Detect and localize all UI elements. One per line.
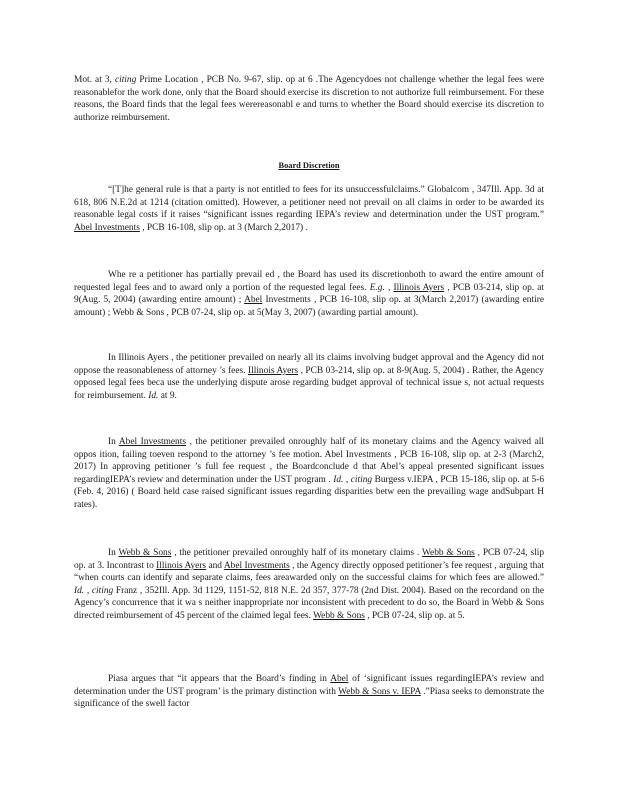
body-text: , the petitioner prevailed onroughly half of its monetary claims and the Agency waived all oppos ition, failing toeven respond to the attorney ’s fee motion. Abel Investments , PCB 16-108, slip op. at 2-3 (March2, 2017) In approving petitioner ’s full fee request , the Boardconclude d that Abel’s appeal presented significant issues regardingIEPA’s review and determination under the UST program . xyxy=(74,437,544,485)
paragraph-5 xyxy=(74,436,544,512)
body-text: , xyxy=(384,282,394,293)
case-citation: Illinois Ayers xyxy=(247,365,299,376)
case-citation: Abel xyxy=(244,295,263,306)
case-citation: Webb & Sons xyxy=(313,610,365,621)
body-text: Investments , PCB 16-108, slip op. at 3(March 2,2017) (awarding entire amount) ; Webb & Sons , PCB 07-24, slip op. at 5(May 3, 2007) (awarding partial amount). xyxy=(74,295,544,318)
case-citation: Webb & Sons v. IEPA xyxy=(338,686,421,697)
paragraph-6 xyxy=(74,547,544,623)
body-text: , PCB 03-214, slip op. at 8-9(Aug. 5, 2004) . Rather, the Agency opposed legal fees beca use the underlying dispute arose regarding budget approval of technical issue s, not actual requests for reimbursement. xyxy=(74,365,544,401)
body-text: Franz , 352Ill. App. 3d 1129, 1151-52, 818 N.E. 2d 357, 377-78 (2nd Dist. 2004). Based on the recordand on the Agency’s concurrence that it wa s neither inappropriate nor inconsistent with precedent to do so, the Board in Webb & Sons directed reimbursement of 45 percent of the claimed legal fees. xyxy=(74,585,545,621)
body-text: Whe re a petitioner has partially prevail ed , the Board has used its discretionboth to award the entire amount of requested legal fees and to award only a portion of the requested legal fees. xyxy=(74,270,544,293)
body-text: Mot. at 3, xyxy=(74,75,115,85)
section-heading xyxy=(0,160,618,172)
body-text: .”Piasa seeks to demonstrate the significance of the swell factor xyxy=(74,686,544,710)
body-text: Burgess v.IEPA , PCB 15-186, slip op. at 5-6 (Feb. 4, 2016) ( Board held case raised significant issues regarding disparities betw een the prevailing wage andSubpart H rates). xyxy=(74,474,545,510)
body-text: In xyxy=(108,437,119,447)
body-text: , the Agency directly opposed petitioner’s fee request , arguing that “when courts can identify and separate claims, fees areawarded only on the successful claims for which fees are allowed.” xyxy=(74,560,545,584)
signal-word: citing xyxy=(114,75,137,85)
body-text: , PCB 16-108, slip op. at 3 (March 2,2017) . xyxy=(139,222,308,233)
paragraph-4 xyxy=(74,352,544,402)
body-text: Piasa argues that “it appears that the Board’s finding in xyxy=(108,674,331,684)
body-text: and xyxy=(206,560,224,571)
body-text: , xyxy=(343,474,351,485)
body-text: In Illinois Ayers , the petitioner prevailed on nearly all its claims involving budget approval and the Agency did not oppose the reasonableness of attorney ’s fees. xyxy=(74,353,544,376)
case-citation: Abel Investments xyxy=(74,222,140,233)
body-text: Prime Location , PCB No. 9-67, slip. op at 6 .The Agencydoes not challenge whether the legal fees were reasonablefor the work done, only that the Board should exercise its discretion to not authorize full reimbursement. For these reasons, the Board finds that the legal fees werereasonabl e and turns to whether the Board should exercise its discretion to authorize reimbursement. xyxy=(74,75,544,123)
signal-word: E.g. xyxy=(369,282,385,293)
body-text: , PCB 07-24, slip op. at 3. Incontrast to xyxy=(74,548,545,571)
section-heading-text: Board Discretion xyxy=(278,161,340,170)
signal-word: Id. xyxy=(333,474,344,485)
case-citation: Abel xyxy=(330,674,349,684)
case-citation: Illinois Ayers xyxy=(393,282,445,293)
signal-word: Id. xyxy=(148,390,159,401)
body-text: of ‘significant issues regardingIEPA’s review and determination under the UST program’ is the primary distinction with xyxy=(74,674,544,697)
body-text: , xyxy=(84,585,92,596)
body-text: In xyxy=(108,548,119,558)
body-text: , PCB 03-214, slip op. at 9(Aug. 5, 2004) (awarding entire amount) ; xyxy=(74,282,545,306)
paragraph-3 xyxy=(74,269,544,319)
body-text: , the petitioner prevailed onroughly half of its monetary claims . xyxy=(171,548,422,558)
paragraph-1 xyxy=(74,74,544,124)
case-citation: Abel Investments xyxy=(223,560,290,571)
signal-word: Id. xyxy=(74,585,85,596)
body-text: , PCB 07-24, slip op. at 5. xyxy=(364,610,465,621)
case-citation: Illinois Ayers xyxy=(156,560,207,571)
paragraph-7 xyxy=(74,673,544,711)
signal-word: citing xyxy=(91,585,114,596)
case-citation: Webb & Sons xyxy=(118,548,172,558)
signal-word: citing xyxy=(350,474,373,485)
case-citation: Abel Investments xyxy=(118,437,186,447)
paragraph-2 xyxy=(74,184,544,234)
body-text: at 9. xyxy=(158,390,177,401)
body-text: “[T]he general rule is that a party is not entitled to fees for its unsuccessfulclaims.” Globalcom , 347Ill. App. 3d at 618, 806 N.E.2d at 1214 (citation omitted). However, a petitioner need not prevail on all claims in order to be awarded its reasonable legal costs if it raises “significant issues regarding IEPA’s review and determination under the UST program.” xyxy=(74,185,544,221)
case-citation: Webb & Sons xyxy=(421,548,475,558)
